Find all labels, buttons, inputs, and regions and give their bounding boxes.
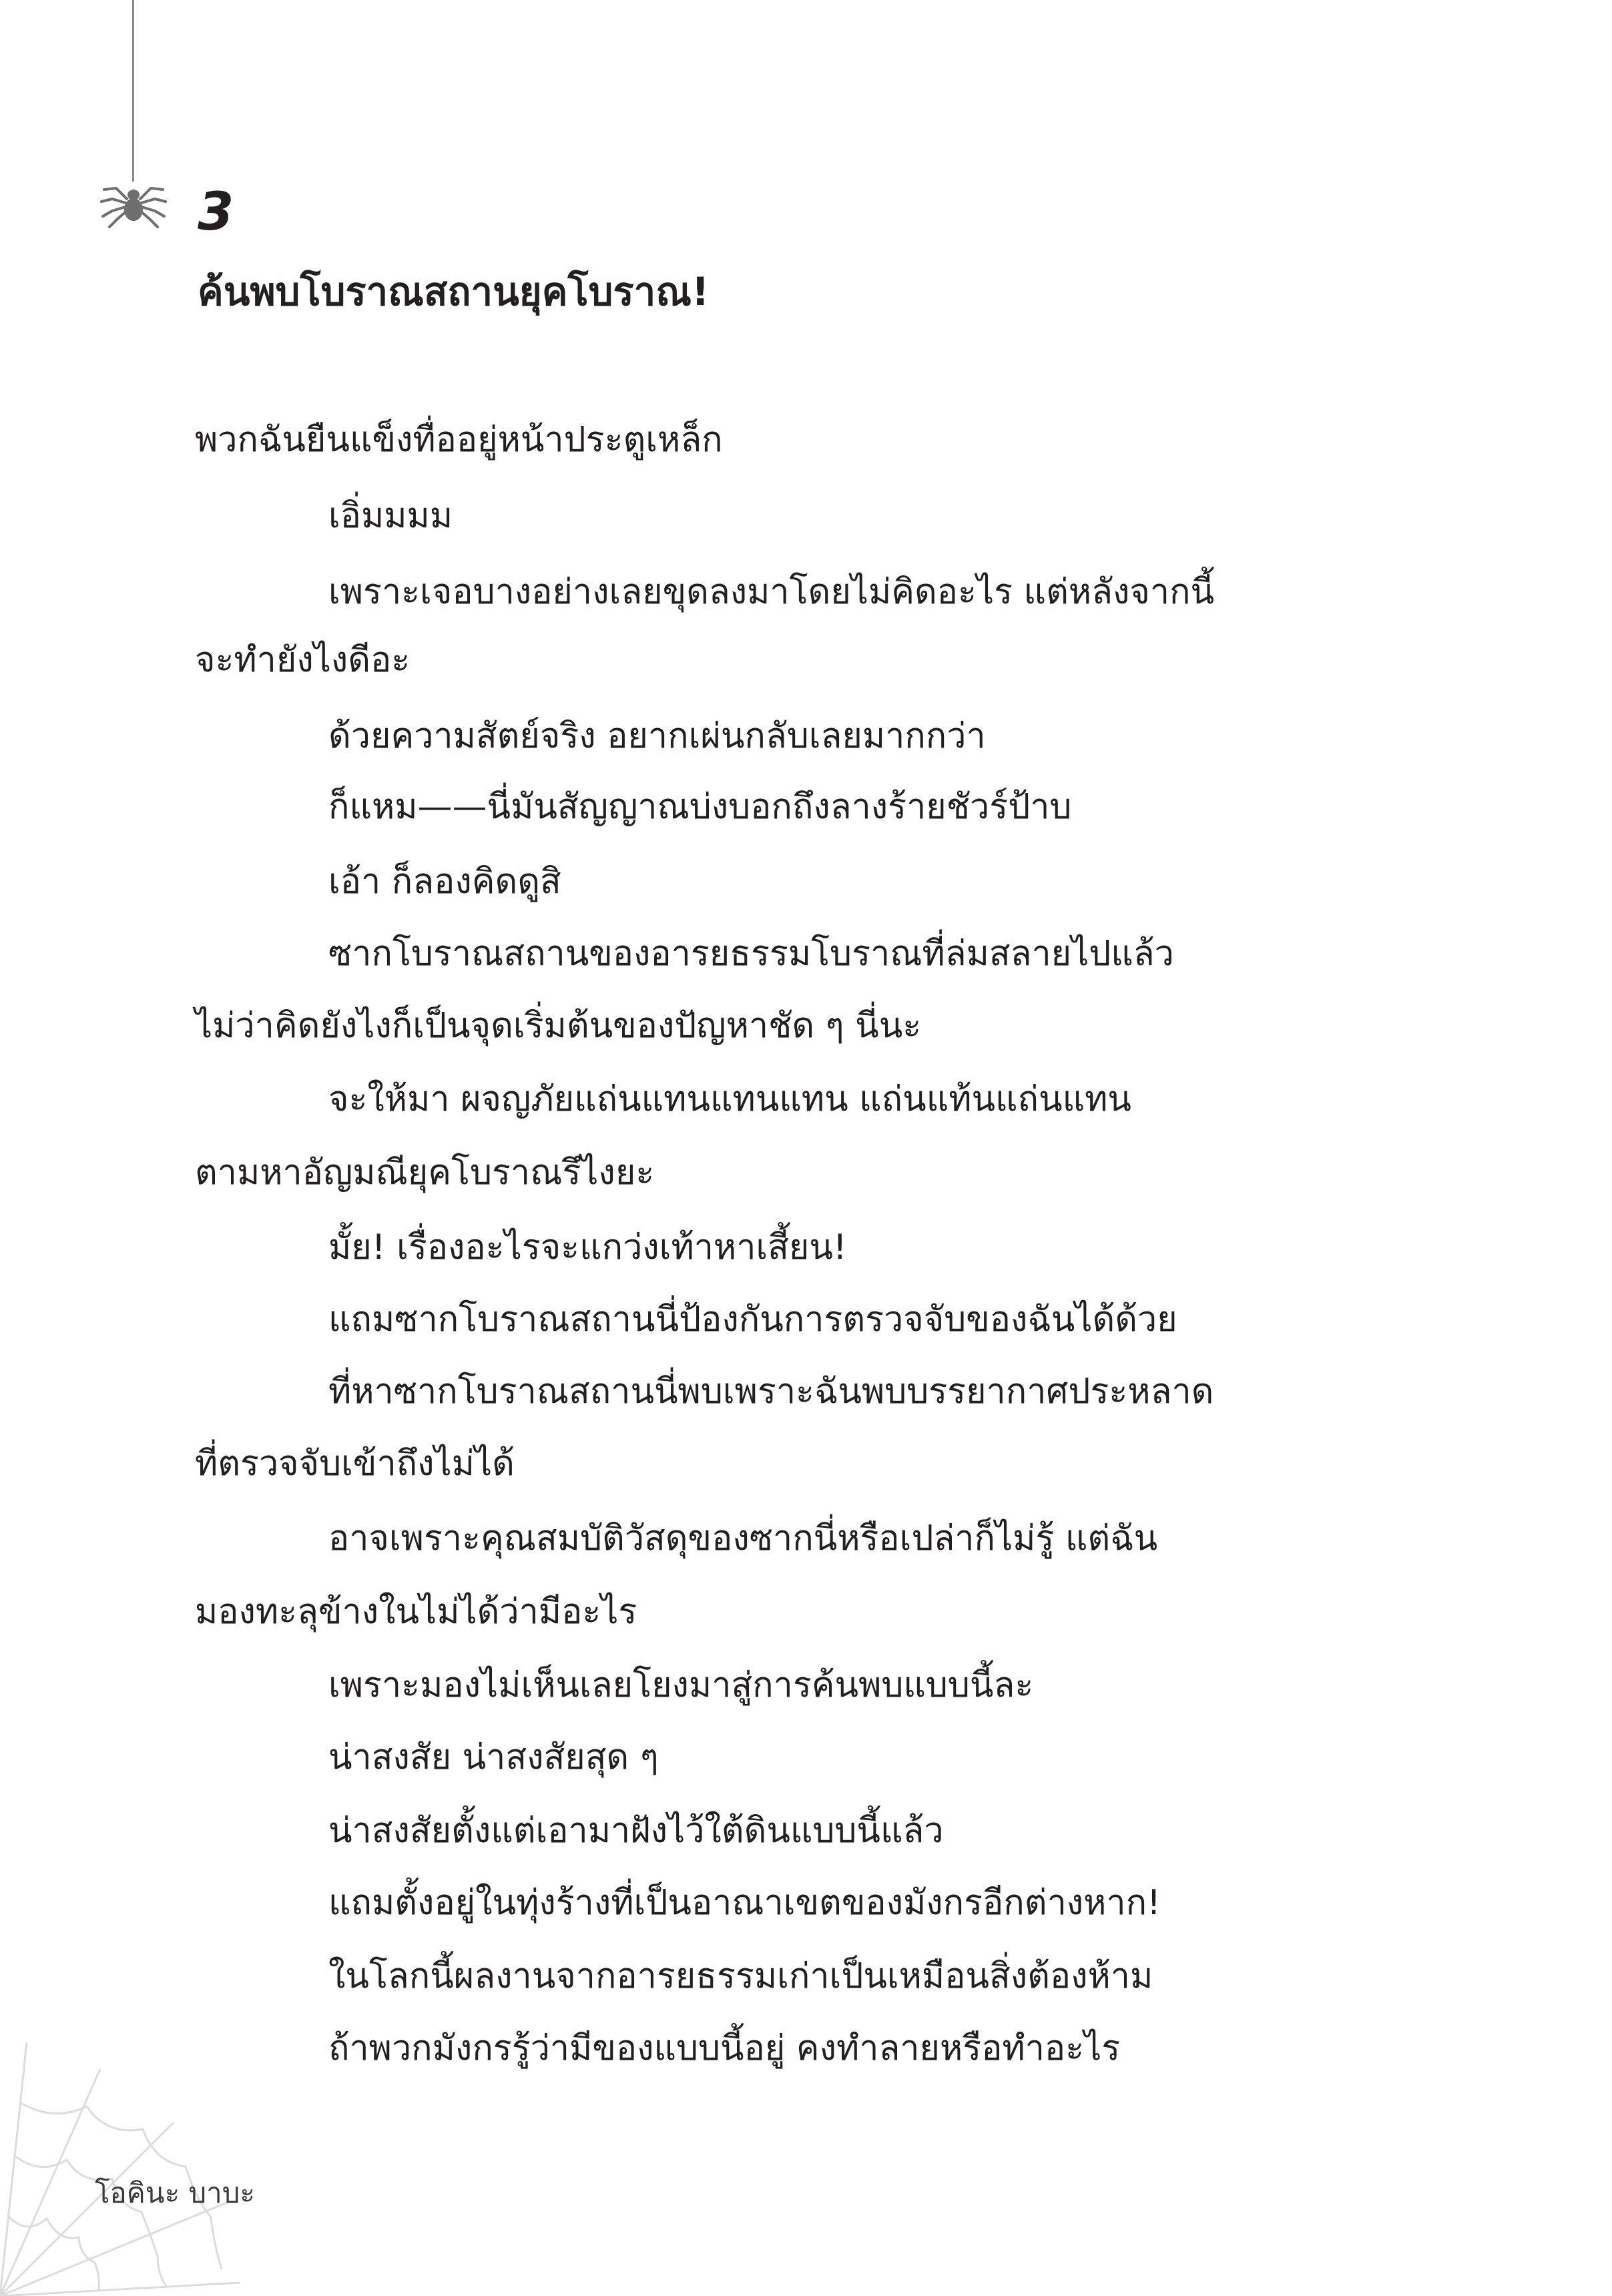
paragraph-line: แถมตั้งอยู่ในทุ่งร้างที่เป็นอาณาเขตของมังกรอีกต่างหาก!	[328, 1883, 1161, 1923]
paragraph-line: อาจเพราะคุณสมบัติวัสดุของซากนี่หรือเปล่าก็ไม่รู้ แต่ฉัน	[328, 1518, 1158, 1558]
chapter-title: ค้นพบโบราณสถานยุคโบราณ!	[198, 269, 710, 314]
running-footer-author: โอคินะ บาบะ	[95, 2177, 255, 2209]
paragraph-line: เอิ่มมมม	[328, 496, 453, 536]
paragraph-line: ก็แหม——นี่มันสัญญาณบ่งบอกถึงลางร้ายชัวร์ป้าบ	[328, 787, 1072, 827]
paragraph-line: แถมซากโบราณสถานนี่ป้องกันการตรวจจับของฉันได้ด้วย	[328, 1300, 1177, 1340]
paragraph-line: เพราะเจอบางอย่างเลยขุดลงมาโดยไม่คิดอะไร แต่หลังจากนี้	[328, 572, 1215, 612]
paragraph-line: ในโลกนี้ผลงานจากอารยธรรมเก่าเป็นเหมือนสิ่งต้องห้าม	[328, 1956, 1153, 1996]
paragraph-line: พวกฉันยืนแข็งทื่ออยู่หน้าประตูเหล็ก	[195, 420, 723, 460]
paragraph-line: น่าสงสัยตั้งแต่เอามาฝังไว้ใต้ดินแบบนี้แล้ว	[328, 1811, 944, 1851]
paragraph-line: เพราะมองไม่เห็นเลยโยงมาสู่การค้นพบแบบนี้ละ	[328, 1665, 1034, 1705]
paragraph-line: เอ้า ก็ลองคิดดูสิ	[328, 862, 561, 902]
paragraph-line: น่าสงสัย น่าสงสัยสุด ๆ	[328, 1737, 659, 1777]
paragraph-line: จะทำยังไงดีอะ	[195, 640, 411, 680]
paragraph-line: ตามหาอัญมณียุคโบราณรึไงยะ	[195, 1153, 655, 1193]
paragraph-line: ไม่ว่าคิดยังไงก็เป็นจุดเริ่มต้นของปัญหาชัด ๆ นี่นะ	[195, 1006, 922, 1046]
paragraph-line: ที่หาซากโบราณสถานนี่พบเพราะฉันพบบรรยากาศประหลาด	[328, 1372, 1214, 1412]
paragraph-line: ที่ตรวจจับเข้าถึงไม่ได้	[195, 1444, 515, 1484]
paragraph-line: มั้ย! เรื่องอะไรจะแกว่งเท้าหาเสี้ยน!	[328, 1227, 847, 1267]
spider-thread	[132, 0, 134, 182]
paragraph-line: ซากโบราณสถานของอารยธรรมโบราณที่ล่มสลายไปแล้ว	[328, 934, 1174, 974]
paragraph-line: ถ้าพวกมังกรรู้ว่ามีของแบบนี้อยู่ คงทำลายหรือทำอะไร	[328, 2028, 1121, 2068]
chapter-number: 3	[198, 182, 234, 242]
spider-web-icon	[0, 2042, 240, 2296]
spider-icon	[99, 175, 168, 230]
paragraph-line: มองทะลุข้างในไม่ได้ว่ามีอะไร	[195, 1592, 637, 1632]
paragraph-line: ด้วยความสัตย์จริง อยากเผ่นกลับเลยมากกว่า	[328, 716, 986, 756]
paragraph-line: จะให้มา ผจญภัยแถ่นแทนแทนแทน แถ่นแท้นแถ่นแทน	[328, 1079, 1131, 1119]
